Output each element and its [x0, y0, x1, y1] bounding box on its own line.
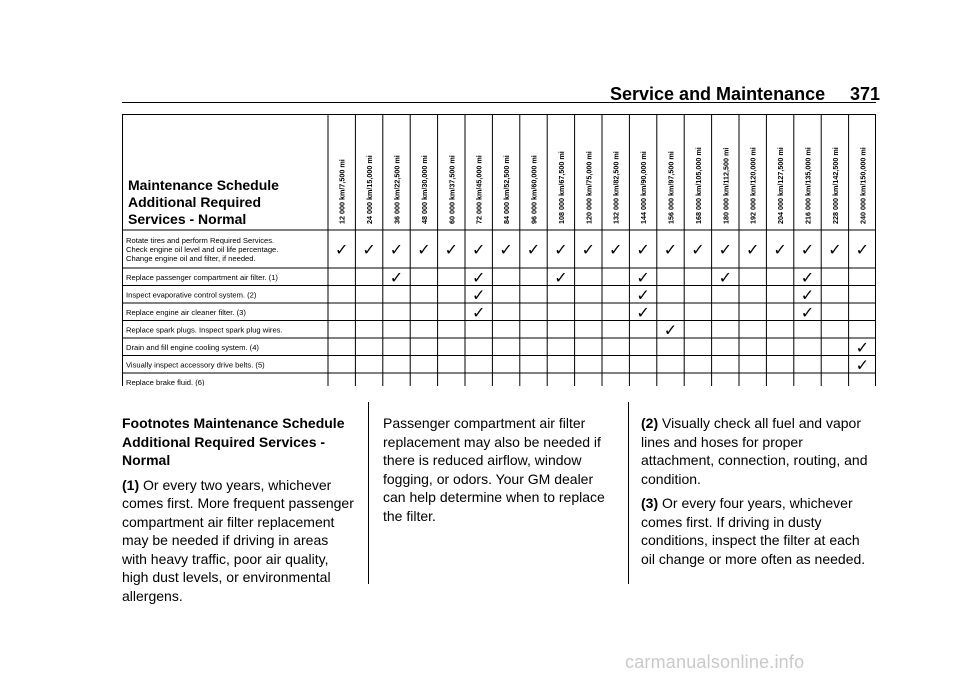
- footnote-1-continued: Passenger compartment air filter replacement may also be needed if there is reduced airflow, window fogging, or odors. Your GM dealer can help determine when to replace the filter.: [383, 415, 605, 524]
- check-mark: ✓: [444, 240, 459, 259]
- interval-header: 228 000 km/142,500 mi: [830, 147, 840, 224]
- check-mark: ✓: [471, 240, 486, 259]
- service-item-label: Replace engine air cleaner filter. (3): [126, 307, 246, 317]
- check-mark: ✓: [800, 302, 815, 322]
- interval-header: 168 000 km/105,000 mi: [693, 147, 703, 224]
- interval-header: 12 000 km/7,500 mi: [337, 159, 347, 224]
- check-mark: ✓: [554, 240, 568, 259]
- footnote-3: [641, 494, 876, 568]
- interval-header: 216 000 km/135,000 mi: [803, 147, 813, 224]
- check-mark: ✓: [773, 240, 787, 259]
- check-mark: ✓: [554, 267, 568, 287]
- check-mark: ✓: [855, 355, 870, 375]
- check-mark: ✓: [855, 240, 870, 259]
- check-mark: ✓: [636, 285, 650, 305]
- header-rule: [122, 102, 876, 103]
- interval-header: 156 000 km/97,500 mi: [666, 151, 676, 224]
- interval-header: 36 000 km/22,500 mi: [392, 155, 402, 224]
- maintenance-schedule-table: [122, 114, 876, 386]
- interval-header: 72 000 km/45,000 mi: [474, 155, 484, 224]
- interval-header: 180 000 km/112,500 mi: [721, 147, 731, 224]
- check-mark: ✓: [636, 267, 650, 287]
- interval-header: 204 000 km/127,500 mi: [776, 147, 786, 224]
- check-mark: ✓: [499, 240, 513, 259]
- check-mark: ✓: [663, 240, 678, 259]
- check-mark: ✓: [608, 240, 623, 259]
- check-mark: ✓: [389, 240, 404, 259]
- footnote-3-text: Or every four years, whichever comes first. If driving in dusty conditions, inspect the filter at each oil change or more often as needed.: [641, 495, 866, 567]
- table-title-line: Maintenance Schedule: [128, 177, 279, 193]
- check-mark: ✓: [718, 240, 733, 259]
- check-mark: ✓: [828, 240, 842, 259]
- check-mark: ✓: [718, 267, 733, 287]
- service-item-label: Replace passenger compartment air filter. (1): [126, 272, 278, 282]
- service-item-label: Drain and fill engine cooling system. (4): [126, 342, 259, 352]
- watermark: carmanualsonline.info: [625, 652, 805, 672]
- check-mark: ✓: [855, 337, 870, 357]
- page-number: 371: [849, 84, 880, 104]
- check-mark: ✓: [636, 302, 650, 322]
- footnote-1-text: Or every two years, whichever comes first. More frequent passenger compartment air filter replacement may be needed if driving in areas with heavy traffic, poor air quality, high dust levels, or environmental allergens.: [122, 476, 354, 604]
- interval-header: 144 000 km/90,000 mi: [639, 151, 649, 224]
- check-mark: ✓: [417, 240, 431, 259]
- interval-header: 48 000 km/30,000 mi: [419, 155, 429, 224]
- service-item-label: Visually inspect accessory drive belts. (5): [126, 360, 265, 370]
- footnote-1-label: (1): [122, 476, 140, 493]
- footnote-2: [641, 414, 876, 488]
- check-mark: ✓: [526, 240, 541, 259]
- table-title-line: Additional Required: [128, 194, 261, 210]
- interval-header: 192 000 km/120,000 mi: [748, 147, 758, 224]
- table-title-line: Services - Normal: [128, 211, 247, 227]
- footnotes-column-3: [641, 414, 876, 574]
- check-mark: ✓: [581, 240, 596, 259]
- footnotes-heading: Footnotes Maintenance Schedule Additional Required Services - Normal: [122, 415, 345, 468]
- interval-header: 84 000 km/52,500 mi: [502, 155, 512, 224]
- service-item-label: Rotate tires and perform Required Services.: [126, 236, 275, 245]
- column-divider: [628, 402, 629, 584]
- service-item-label: Check engine oil level and oil life percentage.: [126, 245, 279, 254]
- check-mark: ✓: [389, 267, 404, 287]
- section-title: Service and Maintenance: [610, 84, 826, 104]
- column-divider: [368, 402, 369, 584]
- footnote-2-text: Visually check all fuel and vapor lines and hoses for proper attachment, connection, routing, and condition.: [641, 415, 868, 487]
- check-mark: ✓: [745, 240, 760, 259]
- check-mark: ✓: [800, 267, 815, 287]
- check-mark: ✓: [800, 285, 815, 305]
- check-mark: ✓: [471, 267, 486, 287]
- interval-header: 24 000 km/15,000 mi: [365, 155, 375, 224]
- service-item-label: Replace brake fluid. (6): [126, 377, 205, 386]
- interval-header: 132 000 km/82,500 mi: [611, 151, 621, 224]
- interval-header: 96 000 km/60,000 mi: [529, 155, 539, 224]
- service-item-label: Replace spark plugs. Inspect spark plug wires.: [126, 325, 283, 335]
- service-item-label: Inspect evaporative control system. (2): [126, 290, 257, 300]
- check-mark: ✓: [663, 320, 678, 340]
- service-item-label: Change engine oil and filter, if needed.: [126, 254, 256, 263]
- interval-header: 108 000 km/67,500 mi: [556, 151, 566, 224]
- page-header: [610, 84, 880, 110]
- footnote-2-label: (2): [641, 415, 659, 431]
- interval-header: 60 000 km/37,500 mi: [447, 155, 457, 224]
- interval-header: 240 000 km/150,000 mi: [858, 147, 868, 224]
- interval-header: 120 000 km/75,000 mi: [584, 151, 594, 224]
- check-mark: ✓: [691, 240, 705, 259]
- check-mark: ✓: [800, 240, 815, 259]
- footnotes-column-1: [122, 414, 354, 611]
- check-mark: ✓: [471, 302, 486, 322]
- footnotes-column-2: [383, 414, 615, 531]
- check-mark: ✓: [471, 285, 486, 305]
- check-mark: ✓: [636, 240, 650, 259]
- footnote-1: [122, 476, 354, 606]
- footnote-3-label: (3): [641, 495, 659, 511]
- check-mark: ✓: [334, 240, 349, 259]
- check-mark: ✓: [362, 240, 376, 259]
